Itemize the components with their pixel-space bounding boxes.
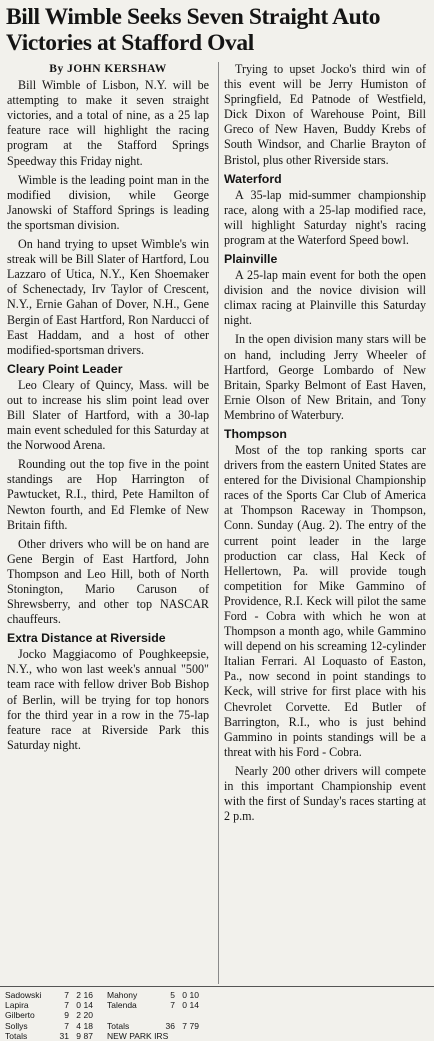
box-score-cell: 7 xyxy=(64,1000,69,1011)
box-score-cell xyxy=(93,1010,163,1020)
section-heading: Thompson xyxy=(224,426,287,441)
article-paragraph: Other drivers who will be on hand are Gene Bergin of East Hartford, John Thompson and Leo Hill, both of North Stonington, Mario Caruson of Shrewsberry, and other top NASCAR chauffeurs. xyxy=(7,536,209,627)
section-heading: Cleary Point Leader xyxy=(7,361,123,376)
article-paragraph: Leo Cleary of Quincy, Mass. will be out to increase his slim point lead over Bill Slater of Hartford, with a 30-lap main event scheduled for this Saturday at the Norwood Arena. xyxy=(7,377,209,453)
box-score-cell: 36 xyxy=(165,1020,175,1031)
box-score-cell: Totals xyxy=(107,1020,130,1031)
box-score-cell: Lapira xyxy=(5,1000,29,1011)
article-paragraph: On hand trying to upset Wimble's win streak will be Bill Slater of Hartford, Lou Lazzaro of Utica, N.Y., Ken Shoemaker of Schenectady, Irv Taylor of Crescent, N.Y., Ernie Gahan of Dover, N.H., Gene Bergin of East Hartford, Ron Narducci of East Haddam, and a host of other modified-sportsman drivers. xyxy=(7,237,209,357)
box-score-cell xyxy=(187,1031,199,1041)
box-score-cell: 0 xyxy=(182,990,187,1000)
article-paragraph: A 25-lap main event for both the open division and the novice division will climax racing at Plainville this Saturday night. xyxy=(224,268,426,328)
box-score-cell: 87 xyxy=(83,1030,93,1041)
box-score-cell xyxy=(163,1010,175,1020)
right-column-body xyxy=(224,62,426,824)
box-score-cell: 2 xyxy=(76,1010,81,1021)
box-score-row xyxy=(5,990,217,1000)
article-paragraph: In the open division many stars will be on hand, including Jerry Wheeler of Hartford, George Lombardo of New Britain, Sparky Belmont of East Haven, Ernie Olson of New Britain, and Tony Membrino of Waterbury. xyxy=(224,332,426,422)
box-scores xyxy=(5,990,217,1041)
box-score-cell: 79 xyxy=(189,1020,199,1031)
byline: By JOHN KERSHAW xyxy=(49,63,167,75)
box-score-cell xyxy=(175,1031,187,1041)
box-score-cell: 7 xyxy=(170,1000,175,1011)
box-score-cell: 7 xyxy=(64,990,69,1000)
box-score-cell: NEW PARK IRS xyxy=(107,1030,169,1041)
article-paragraph: Jocko Maggiacomo of Poughkeepsie, N.Y., who won last week's annual "500" team race with fellow driver Bob Bishop of Berlin, will be trying for top honors for the third year in a row in the 75-lap feature race at Riverside Park this Saturday night. xyxy=(7,647,209,752)
box-score-cell: 16 xyxy=(83,990,93,1000)
article-paragraph: Nearly 200 other drivers will compete in this important Championship event with the first of Sunday's races starting at 2 p.m. xyxy=(224,763,426,824)
article-paragraph: Wimble is the leading point man in the modified division, while George Janowski of Stafford Springs is leading the sportsman division. xyxy=(7,172,209,232)
right-column xyxy=(224,62,426,828)
box-score-cell: 5 xyxy=(170,990,175,1000)
box-score-cell: 4 xyxy=(76,1020,81,1031)
box-score-cell xyxy=(187,1010,199,1020)
box-score-row xyxy=(5,1031,217,1041)
article-paragraph: Trying to upset Jocko's third win of this event will be Jerry Humiston of Springfield, Ed Patnode of Westfield, Dick Dixon of Warehouse Point, Bill Greco of New Haven, Buddy Krebs of South Windsor, and Charlie Brayton of Bristol, plus other Riverside stars. xyxy=(224,62,426,167)
headline: Bill Wimble Seeks Seven Straight Auto Victories at Stafford Oval xyxy=(6,4,381,56)
article-paragraph: A 35-lap mid-summer championship race, along with a 25-lap modified race, will highlight Saturday night's racing program at the Waterford Speed bowl. xyxy=(224,187,426,247)
article-paragraph: Most of the top ranking sports car drivers from the eastern United States are entered for the Divisional Championship races of the Sports Car Club of America at Thompson Raceway in Thompson, Conn. Sunday (Aug. 2). The entry of the current point leader in the large production car class, Hal Keck of Hellertown, Pa. will provide tough competition for Mike Gammino of Providence, R.I. Keck will pilot the same Ford - Cobra with which he won at Thompson a month ago, while Gammino will depend on his screaming 12-cylinder Italian Ferrari. Al Loquasto of Easton, Pa., now second in point standings to Keck, will strive for first place with his Chevrolet Corvette. Ed Butler of Barrington, R.I., who is just behind Gammino in points standings will be a threat with his Ford - Cobra. xyxy=(224,442,426,759)
box-score-cell: 0 xyxy=(182,1000,187,1011)
box-score-cell: 10 xyxy=(189,990,199,1000)
box-score-cell: 0 xyxy=(76,1000,81,1011)
box-score-cell: 14 xyxy=(83,1000,93,1011)
box-score-cell: 14 xyxy=(189,1000,199,1011)
box-score-cell: Mahony xyxy=(107,990,138,1000)
box-score-cell: Sadowski xyxy=(5,990,42,1000)
box-score-cell: Totals xyxy=(5,1030,28,1041)
box-score-cell: Talenda xyxy=(107,1000,137,1011)
box-score-cell: Gilberto xyxy=(5,1010,35,1021)
box-score-cell xyxy=(163,1031,175,1041)
section-heading: Plainville xyxy=(224,252,278,267)
box-score-cell: 9 xyxy=(64,1010,69,1021)
column-divider xyxy=(218,62,219,984)
box-score-cell: 18 xyxy=(83,1020,93,1031)
bottom-divider xyxy=(0,986,434,987)
box-score-cell: 2 xyxy=(76,990,81,1000)
box-score-cell xyxy=(175,1010,187,1020)
box-score-cell: 7 xyxy=(182,1020,187,1031)
box-score-row xyxy=(5,1000,217,1010)
box-score-row xyxy=(5,1021,217,1031)
box-score-cell: 20 xyxy=(83,1010,93,1021)
article-paragraph: Rounding out the top five in the point standings are Hop Harrington of Pawtucket, R.I., third, Pete Hamilton of Newton fourth, and Ed Flemke of New Britain fifth. xyxy=(7,457,209,532)
left-column-body xyxy=(7,78,209,753)
section-heading: Extra Distance at Riverside xyxy=(7,631,166,646)
box-score-cell: Sollys xyxy=(5,1020,28,1031)
article-paragraph: Bill Wimble of Lisbon, N.Y. will be attempting to make it seven straight victories, and a total of nine, as a 25 lap feature race will highlight the racing program at the Stafford Springs Speedway this Friday night. xyxy=(7,78,209,168)
box-score-row xyxy=(5,1010,217,1020)
left-column xyxy=(7,62,209,757)
box-score-cell: 9 xyxy=(76,1030,81,1041)
box-score-cell: 31 xyxy=(59,1030,69,1041)
box-score-cell: 7 xyxy=(64,1020,69,1031)
section-heading: Waterford xyxy=(224,171,282,186)
